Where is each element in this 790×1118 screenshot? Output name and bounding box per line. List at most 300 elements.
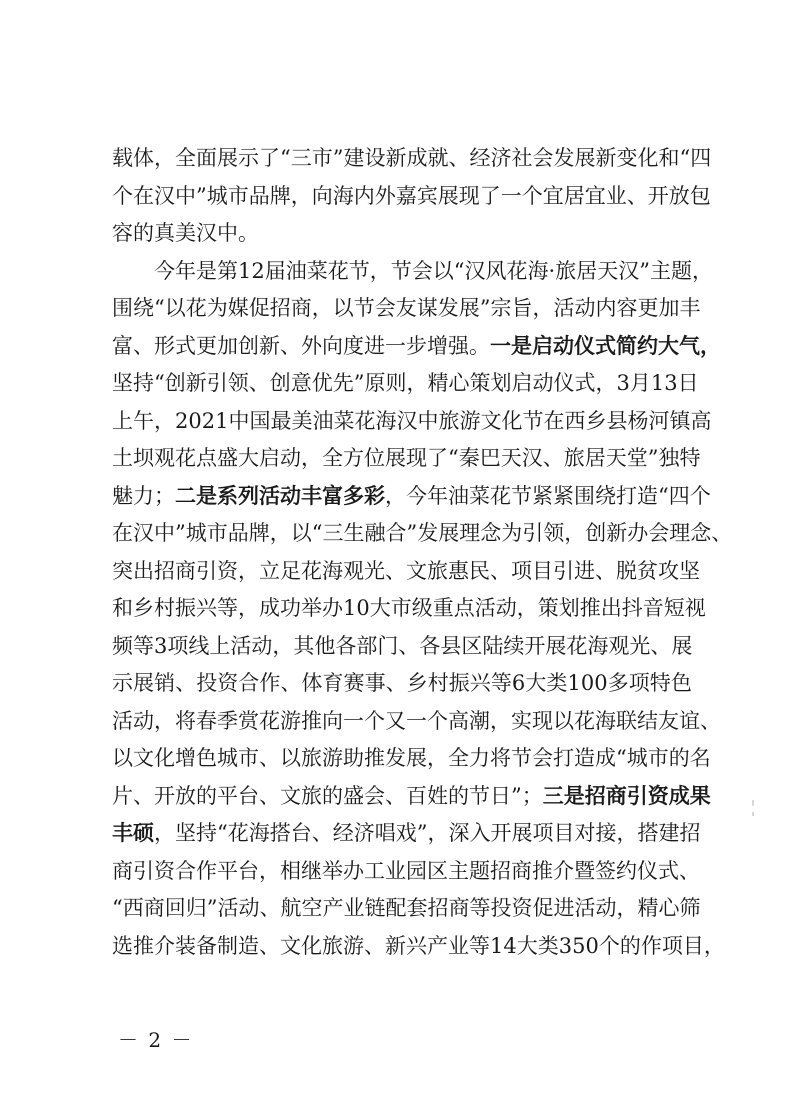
text-char: ， — [532, 296, 554, 320]
text-char: 民 — [469, 558, 490, 583]
text-char: 引 — [553, 558, 574, 583]
text-char: 立 — [259, 558, 280, 583]
bold-text-char: 动 — [553, 333, 574, 358]
text-char: 形 — [154, 333, 175, 358]
text-char: 接 — [595, 821, 617, 845]
text-char: 天 — [597, 258, 619, 283]
text-char: 大 — [369, 596, 391, 620]
text-char: 、 — [385, 671, 407, 695]
text-line — [112, 890, 701, 928]
text-char: 化 — [301, 933, 322, 958]
text-char: 3 — [664, 371, 678, 395]
text-char: 招 — [154, 558, 175, 583]
text-char: 等 — [133, 633, 154, 658]
text-char: 村 — [427, 671, 449, 695]
text-char: 、 — [385, 558, 406, 583]
text-char: 放 — [668, 183, 690, 208]
text-char: 中 — [228, 408, 250, 433]
bold-text-char: 彩 — [364, 483, 385, 508]
text-char: 0 — [594, 671, 608, 695]
text-char: 以 — [290, 521, 312, 545]
text-char: 兴 — [406, 933, 427, 958]
text-char: 助 — [343, 746, 364, 770]
text-char: 个 — [364, 708, 385, 733]
text-char: 资 — [217, 558, 238, 583]
text-char: 筛 — [679, 896, 701, 920]
text-char: 续 — [503, 633, 525, 658]
text-char: 村 — [154, 596, 175, 620]
text-char: 节 — [348, 258, 370, 283]
text-char: 节 — [469, 783, 490, 808]
text-char: 线 — [188, 633, 210, 658]
text-char: 陆 — [482, 633, 504, 658]
text-char: 一 — [343, 708, 364, 733]
text-char: 、 — [280, 333, 301, 358]
text-char: 展 — [511, 821, 533, 845]
text-char: 名 — [689, 746, 711, 770]
text-char: 0 — [356, 596, 370, 620]
text-char: 4 — [503, 933, 517, 958]
text-char: 三 — [290, 146, 312, 170]
bold-text-char: 是 — [196, 483, 217, 508]
text-char: 台 — [238, 858, 259, 883]
text-char: 大 — [516, 933, 538, 958]
text-char: 创 — [269, 371, 291, 395]
text-char: 海 — [595, 708, 616, 733]
text-char: 项 — [661, 933, 683, 958]
text-char: 式 — [574, 371, 596, 395]
text-char: 特 — [679, 446, 701, 470]
text-char: 化 — [154, 746, 175, 770]
text-char: 花 — [506, 258, 528, 283]
text-line — [112, 403, 712, 441]
text-char: 启 — [259, 446, 280, 470]
text-char: 、 — [595, 558, 616, 583]
text-char: 届 — [264, 258, 286, 283]
text-line — [112, 815, 701, 853]
text-char: 会 — [532, 146, 554, 170]
text-char: 海 — [587, 633, 609, 658]
text-char: 3 — [154, 633, 168, 658]
text-char: 风 — [485, 258, 507, 283]
text-char: 主 — [649, 258, 671, 283]
text-char: 媒 — [227, 296, 249, 320]
text-char: 会 — [532, 746, 553, 770]
text-char: 花 — [185, 296, 207, 320]
text-char: 0 — [188, 408, 202, 433]
text-char: 展 — [458, 296, 480, 320]
text-char: 县 — [606, 408, 628, 433]
text-char: 镇 — [669, 408, 691, 433]
text-char: 个 — [112, 183, 133, 208]
text-char: 宜 — [542, 183, 564, 208]
text-char: 、 — [259, 933, 280, 958]
text-char: 巴 — [479, 446, 501, 470]
text-char: 打 — [616, 483, 637, 508]
text-char: 、 — [398, 633, 420, 658]
text-char: ， — [301, 446, 322, 470]
text-char: 个 — [521, 183, 543, 208]
text-char: 观 — [343, 558, 364, 583]
text-char: 展 — [133, 671, 155, 695]
text-char: 向 — [311, 183, 333, 208]
text-char: 目 — [682, 933, 704, 958]
text-char: 园 — [406, 858, 427, 883]
text-char: 新 — [259, 333, 280, 358]
text-char: 等 — [217, 596, 238, 620]
text-char: 又 — [385, 708, 406, 733]
text-char: 的 — [196, 783, 217, 808]
text-char: 市 — [647, 746, 669, 770]
text-char: 继 — [301, 858, 322, 883]
text-char: 汉 — [464, 258, 486, 283]
text-char: ， — [290, 183, 312, 208]
text-char: 资 — [217, 671, 239, 695]
text-char: 的 — [668, 746, 690, 770]
text-char: 方 — [343, 446, 364, 470]
text-char: 原 — [364, 371, 386, 395]
text-char: 发 — [553, 146, 575, 170]
bold-text-char: 大 — [658, 333, 679, 358]
text-char: 宗 — [490, 296, 512, 320]
text-char: 示 — [112, 671, 133, 695]
text-char: 花 — [574, 708, 595, 733]
text-char: 、 — [364, 933, 385, 958]
text-char: 业 — [605, 183, 627, 208]
text-char: 、 — [248, 371, 270, 395]
text-char: “ — [679, 146, 691, 170]
text-char: 色 — [196, 746, 217, 770]
text-char: 以 — [280, 746, 301, 770]
text-char: 游 — [343, 933, 364, 958]
text-char: 会 — [364, 783, 385, 808]
text-char: 海 — [322, 558, 343, 583]
text-char: ， — [490, 708, 511, 733]
text-line — [112, 440, 701, 478]
text-char: 在 — [133, 183, 154, 208]
text-char: 旅 — [301, 783, 322, 808]
text-char: 1 — [567, 671, 581, 695]
text-char: 市 — [238, 746, 259, 770]
bold-text-char: 资 — [647, 783, 669, 808]
bold-text-char: 是 — [511, 333, 532, 358]
bold-text-char: 式 — [595, 333, 616, 358]
text-char: 动 — [595, 896, 617, 920]
text-char: 海 — [527, 258, 549, 283]
text-char: 回 — [164, 896, 186, 920]
text-char: 类 — [537, 933, 559, 958]
text-char: 产 — [427, 933, 448, 958]
text-char: 办 — [627, 521, 649, 545]
text-line — [112, 478, 711, 516]
text-char: 动 — [532, 371, 554, 395]
text-char: 旅 — [555, 258, 577, 283]
text-char: 中 — [417, 408, 439, 433]
text-char: 新 — [385, 933, 406, 958]
text-char: 、 — [280, 671, 302, 695]
text-char: 项 — [532, 821, 554, 845]
text-char: ， — [259, 858, 280, 883]
text-char: ， — [595, 371, 617, 395]
text-char: 内 — [595, 296, 617, 320]
text-char: 生 — [343, 521, 365, 545]
text-char: 色 — [670, 671, 692, 695]
text-char: 现 — [532, 708, 553, 733]
text-char: ， — [154, 146, 175, 170]
text-char: 春 — [196, 708, 217, 733]
text-char: 节 — [390, 258, 412, 283]
text-char: 展 — [438, 521, 460, 545]
text-char: 结 — [637, 708, 658, 733]
bold-text-char: 三 — [542, 783, 564, 808]
text-char: 一 — [500, 183, 522, 208]
text-char: ； — [154, 483, 175, 508]
text-char: 心 — [658, 896, 680, 920]
text-line — [112, 365, 699, 403]
text-char: 等 — [469, 933, 490, 958]
scan-mark — [752, 800, 754, 806]
text-char: 惠 — [448, 558, 469, 583]
text-char: 杨 — [627, 408, 649, 433]
text-char: 居 — [563, 183, 585, 208]
text-char: 1 — [490, 933, 504, 958]
text-char: 会 — [411, 258, 433, 283]
text-char: 1 — [343, 596, 357, 620]
text-char: 加 — [217, 333, 238, 358]
text-char: 展 — [671, 633, 693, 658]
text-char: 造 — [238, 933, 259, 958]
text-char: 在 — [112, 521, 133, 545]
text-char: 念 — [690, 521, 712, 545]
text-char: 归 — [185, 896, 207, 920]
text-char: 推 — [532, 858, 553, 883]
text-char: 链 — [364, 896, 386, 920]
text-char: 游 — [280, 708, 301, 733]
text-char: 兴 — [469, 671, 491, 695]
bold-text-char: 启 — [532, 333, 553, 358]
text-char: 式 — [175, 333, 196, 358]
text-char: 融 — [364, 521, 386, 545]
text-char: 了 — [259, 146, 280, 170]
text-char: 、 — [542, 446, 564, 470]
text-line — [112, 590, 706, 628]
text-char: ” — [406, 521, 418, 545]
text-char: 位 — [364, 446, 385, 470]
bold-text-char: 果 — [689, 783, 711, 808]
text-char: 、 — [700, 708, 721, 733]
text-char: 加 — [658, 296, 680, 320]
text-char: 发 — [437, 296, 459, 320]
text-char: 步 — [406, 333, 427, 358]
text-char: 投 — [490, 896, 512, 920]
text-char: 1 — [215, 408, 229, 433]
text-char: “ — [154, 371, 165, 395]
text-line — [112, 853, 700, 891]
text-char: 介 — [553, 858, 574, 883]
text-char: 花 — [490, 483, 511, 508]
text-char: 为 — [501, 521, 523, 545]
text-char: 市 — [311, 146, 333, 170]
text-line — [112, 215, 692, 253]
text-char: 城 — [626, 746, 648, 770]
text-line — [112, 778, 711, 816]
bold-text-char: 是 — [563, 783, 585, 808]
text-char: 制 — [217, 933, 238, 958]
text-char: 天 — [605, 446, 627, 470]
text-char: 将 — [175, 708, 196, 733]
text-char: 汉 — [196, 221, 217, 245]
text-char: 对 — [574, 821, 596, 845]
text-char: 大 — [525, 671, 547, 695]
text-char: 商 — [112, 858, 133, 883]
text-char: 开 — [524, 633, 546, 658]
text-char: 个 — [598, 933, 620, 958]
text-char: 文 — [280, 933, 301, 958]
bold-text-char: ， — [700, 333, 721, 358]
text-char: 化 — [501, 408, 523, 433]
text-char: 的 — [619, 933, 641, 958]
text-char: 0 — [580, 671, 595, 695]
text-char: 真 — [154, 221, 175, 245]
text-char: 创 — [164, 371, 186, 395]
text-char: 设 — [364, 146, 386, 170]
text-char: 中 — [217, 221, 238, 245]
text-char: 活 — [553, 296, 575, 320]
text-char: 居 — [576, 258, 598, 283]
text-char: 居 — [584, 446, 606, 470]
text-char: ， — [238, 558, 259, 583]
text-char: 引 — [196, 558, 217, 583]
text-char: 节 — [353, 296, 375, 320]
text-char: 暨 — [574, 858, 595, 883]
text-char: 年 — [175, 258, 196, 283]
bold-text-char: 丰 — [112, 821, 133, 845]
text-char: 实 — [511, 708, 532, 733]
text-char: 。 — [469, 333, 490, 358]
text-char: 振 — [448, 671, 470, 695]
text-char: 商 — [143, 896, 165, 920]
text-char: 西 — [122, 896, 144, 920]
text-char: 和 — [658, 146, 680, 170]
text-char: “ — [280, 146, 291, 170]
text-char: 举 — [322, 858, 343, 883]
text-char: ” — [332, 146, 344, 170]
text-char: ” — [511, 783, 522, 808]
text-char: 上 — [112, 408, 133, 433]
bold-text-char: 系 — [217, 483, 238, 508]
text-char: 、 — [311, 821, 333, 845]
text-char: 土 — [112, 446, 133, 470]
text-char: ， — [564, 521, 586, 545]
text-char: 和 — [112, 596, 133, 620]
text-char: 友 — [658, 708, 679, 733]
text-char: 区 — [461, 633, 483, 658]
text-char: “ — [217, 821, 228, 845]
text-char: ” — [206, 896, 218, 920]
text-char: ” — [416, 821, 428, 845]
text-char: 动 — [251, 633, 273, 658]
text-char: 观 — [154, 446, 175, 470]
text-line — [112, 140, 712, 178]
text-char: 推 — [364, 746, 385, 770]
text-char: 念 — [480, 521, 502, 545]
text-char: 以 — [112, 746, 133, 770]
text-char: 在 — [543, 408, 565, 433]
text-char: 会 — [374, 296, 396, 320]
text-char: 策 — [469, 371, 491, 395]
text-char: 签 — [595, 858, 616, 883]
bold-text-char: 成 — [668, 783, 690, 808]
bold-text-char: 商 — [605, 783, 627, 808]
text-char: 题 — [670, 258, 692, 283]
text-char: 坚 — [112, 371, 133, 395]
text-char: 目 — [532, 558, 553, 583]
text-char: 、 — [259, 783, 280, 808]
text-char: ， — [369, 258, 391, 283]
text-line — [112, 928, 725, 966]
text-char: 出 — [133, 558, 154, 583]
text-char: ， — [154, 821, 175, 845]
text-char: 工 — [364, 858, 385, 883]
text-char: 了 — [427, 446, 448, 470]
text-char: 活 — [112, 708, 133, 733]
text-line — [112, 703, 721, 741]
text-char: 汉 — [133, 521, 154, 545]
text-char: 节 — [522, 408, 544, 433]
text-char: 等 — [469, 896, 491, 920]
text-char: 台 — [238, 783, 259, 808]
text-char: 增 — [427, 333, 448, 358]
text-char: 展 — [574, 146, 596, 170]
text-char: ， — [406, 371, 428, 395]
text-char: 乡 — [585, 408, 607, 433]
text-char: 美 — [175, 221, 196, 245]
text-char: 1 — [238, 258, 252, 283]
text-char: 开 — [154, 783, 175, 808]
text-char: 2 — [251, 258, 265, 283]
text-char: 美 — [291, 408, 313, 433]
text-char: 精 — [427, 371, 449, 395]
text-char: 汉 — [521, 446, 543, 470]
text-char: 以 — [332, 296, 354, 320]
text-char: 3 — [558, 933, 573, 958]
text-char: 友 — [395, 296, 417, 320]
text-char: 潮 — [469, 708, 490, 733]
text-char: 力 — [133, 483, 154, 508]
text-char: 抖 — [621, 596, 643, 620]
text-char: 济 — [490, 146, 512, 170]
text-char: 业 — [343, 896, 365, 920]
text-char: 开 — [490, 821, 512, 845]
text-char: 品 — [227, 521, 249, 545]
text-char: 旨 — [511, 296, 533, 320]
text-char: 更 — [196, 333, 217, 358]
text-char: 济 — [353, 821, 375, 845]
text-char: 招 — [427, 896, 449, 920]
text-char: ， — [154, 408, 175, 433]
text-char: 点 — [196, 446, 217, 470]
bold-text-char: 引 — [626, 783, 648, 808]
text-char: 等 — [490, 671, 512, 695]
text-char: 油 — [285, 258, 307, 283]
text-char: 上 — [209, 633, 231, 658]
text-char: 划 — [558, 596, 580, 620]
text-char: 合 — [175, 858, 196, 883]
bold-text-char: 仪 — [574, 333, 595, 358]
text-char: 西 — [564, 408, 586, 433]
text-char: 相 — [280, 858, 301, 883]
text-char: 他 — [314, 633, 336, 658]
